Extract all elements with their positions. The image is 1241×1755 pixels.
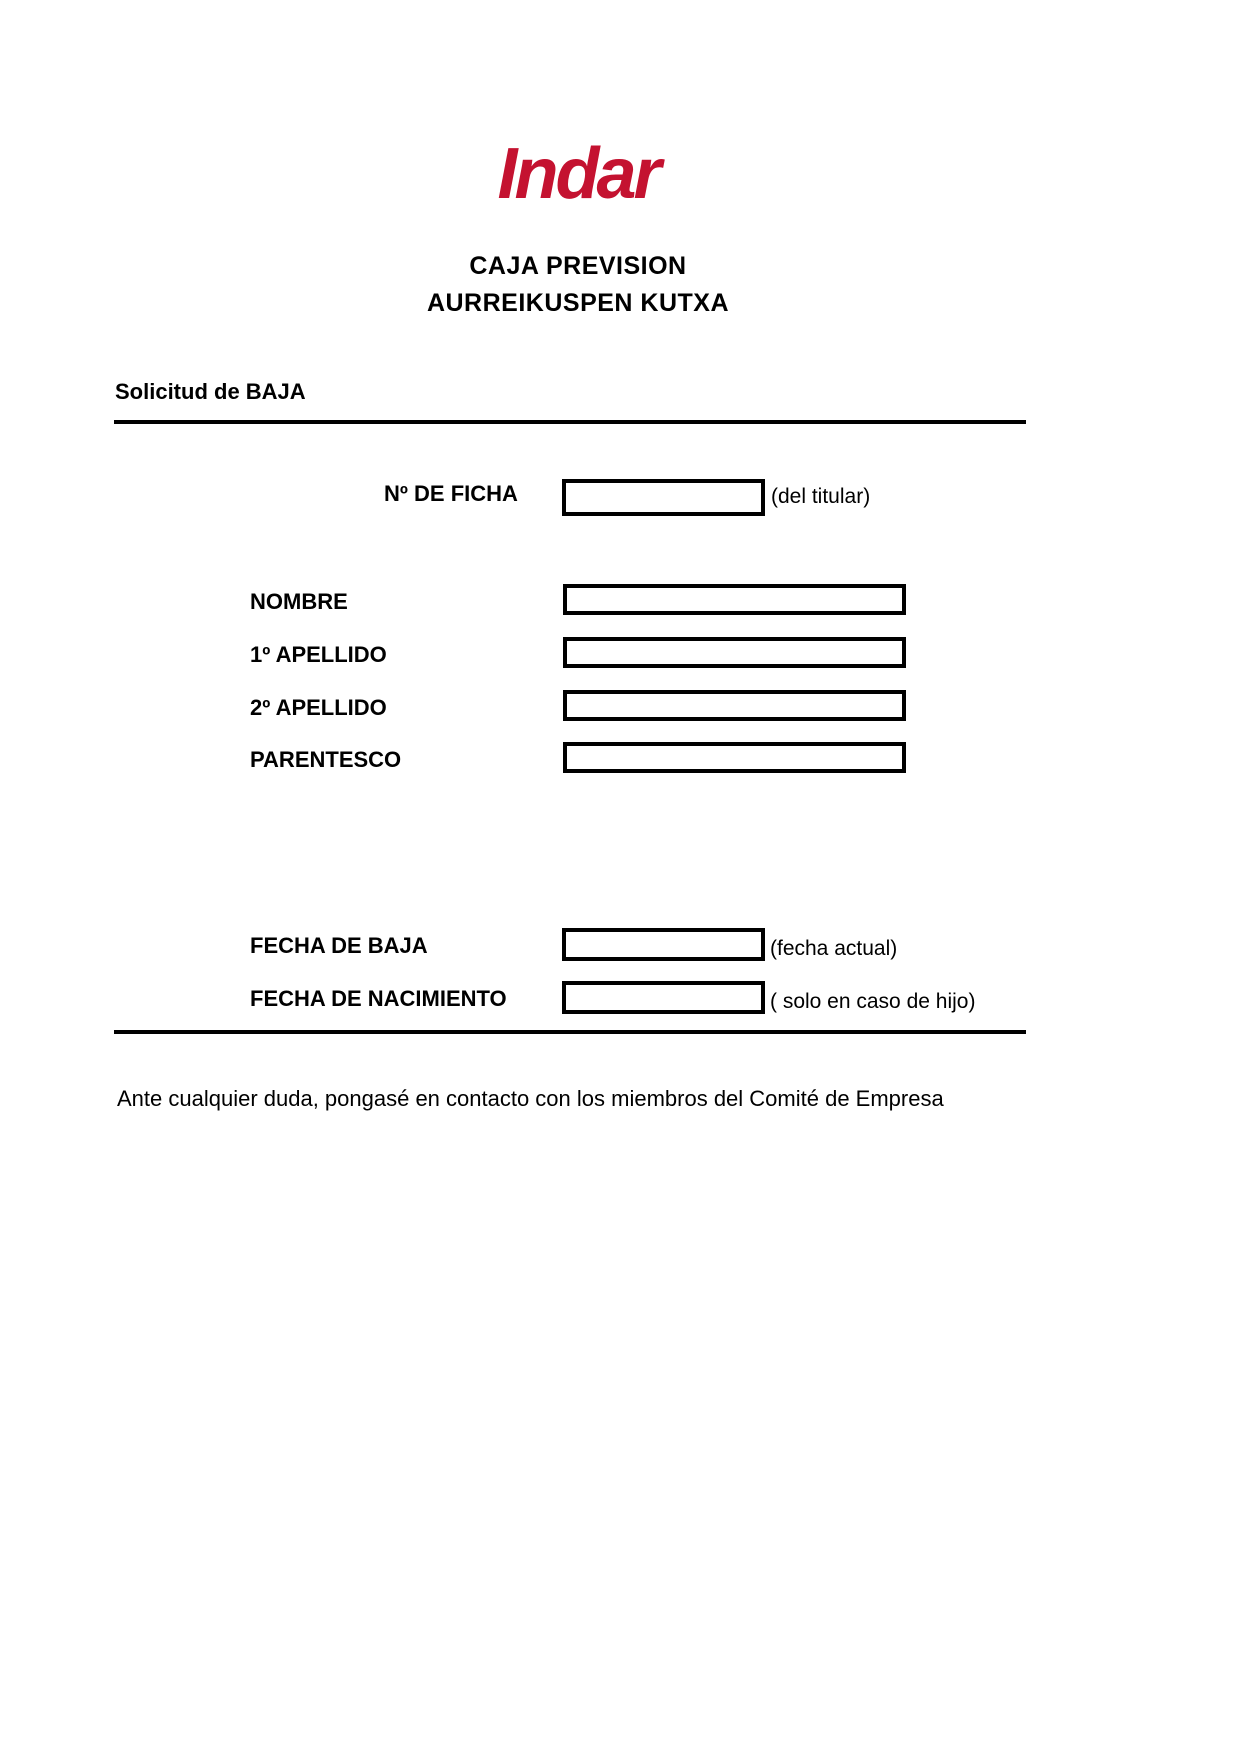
segundo-apellido-input[interactable]	[563, 690, 906, 721]
fecha-baja-caption: (fecha actual)	[770, 937, 898, 960]
divider-top	[114, 420, 1026, 424]
fecha-baja-input[interactable]	[562, 928, 765, 961]
primer-apellido-input[interactable]	[563, 637, 906, 668]
segundo-apellido-label: 2º APELLIDO	[250, 695, 387, 720]
org-name-line2: AURREIKUSPEN KUTXA	[426, 289, 730, 317]
footer-note: Ante cualquier duda, pongasé en contacto con los miembros del Comité de Empresa	[117, 1086, 944, 1111]
org-name-line1: CAJA PREVISION	[469, 252, 687, 280]
fecha-baja-label: FECHA DE BAJA	[250, 933, 428, 958]
parentesco-input[interactable]	[563, 742, 906, 773]
primer-apellido-label: 1º APELLIDO	[250, 642, 387, 667]
fecha-nacimiento-label: FECHA DE NACIMIENTO	[250, 986, 507, 1011]
ficha-label: Nº DE FICHA	[384, 481, 518, 506]
ficha-caption: (del titular)	[771, 485, 871, 508]
company-logo: Indar	[497, 134, 659, 214]
nombre-label: NOMBRE	[250, 589, 348, 614]
form-title: Solicitud de BAJA	[115, 379, 306, 404]
parentesco-label: PARENTESCO	[250, 747, 402, 772]
fecha-nacimiento-input[interactable]	[562, 981, 765, 1014]
divider-bottom	[114, 1030, 1026, 1034]
fecha-nacimiento-caption: ( solo en caso de hijo)	[770, 990, 976, 1013]
ficha-input[interactable]	[562, 479, 765, 516]
nombre-input[interactable]	[563, 584, 906, 615]
